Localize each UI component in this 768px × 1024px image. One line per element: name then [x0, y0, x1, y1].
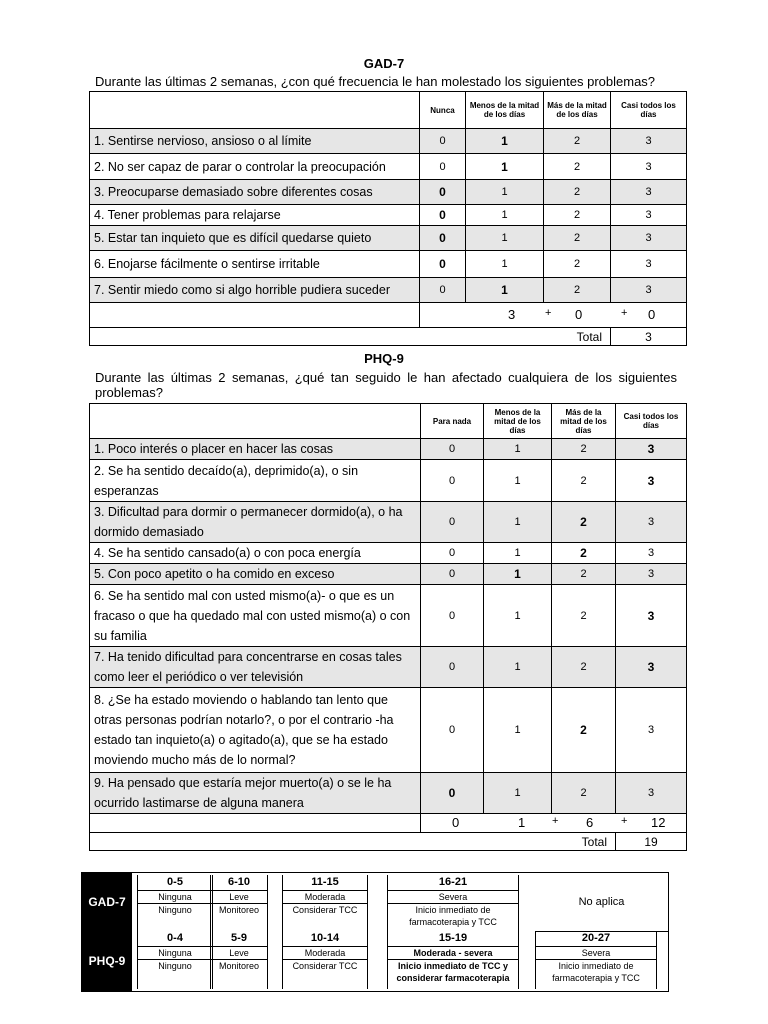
legend-phq9-band [137, 931, 213, 989]
phq9-intro: Durante las últimas 2 semanas, ¿qué tan seguido le han afectado cualquiera de los siguientes problemas? [95, 370, 677, 400]
gad7-score-cell: 2 [544, 226, 611, 251]
legend-gad7-not-applicable: No aplica [535, 873, 668, 932]
phq9-item-text: 5. Con poco apetito o ha comido en exceso [90, 564, 421, 585]
gad7-score-cell: 1 [466, 226, 544, 251]
legend-gad7-severity: Severa [388, 891, 518, 904]
gad7-score-cell: 1 [466, 154, 544, 180]
phq9-item-text: 7. Ha tenido dificultad para concentrarse en cosas tales como leer el periódico o ver televisión [90, 647, 421, 688]
phq9-score-cell: 2 [552, 460, 616, 502]
gad7-total-value: 3 [611, 328, 687, 346]
phq9-header-3: Casi todos los días [616, 404, 687, 439]
gad7-score-cell: 2 [544, 205, 611, 226]
legend-gad7-severity: Ninguna [138, 891, 212, 904]
phq9-table [89, 403, 687, 851]
phq9-score-cell: 2 [552, 502, 616, 543]
legend-phq9-range: 10-14 [283, 931, 367, 947]
gad7-item-text: 2. No ser capaz de parar o controlar la preocupación [90, 154, 420, 180]
gad7-row [90, 180, 687, 205]
phq9-row [90, 647, 687, 688]
gad7-score-cell: 2 [544, 154, 611, 180]
phq9-row [90, 439, 687, 460]
gad7-score-cell: 1 [466, 278, 544, 303]
legend-gad7-band [137, 875, 213, 931]
gad7-sum-c: 0 [648, 307, 656, 322]
legend-phq9-action: Considerar TCC [292, 961, 358, 971]
legend-gad7-severity: Moderada [283, 891, 367, 904]
gad7-score-cell: 3 [611, 180, 687, 205]
severity-legend [81, 872, 669, 992]
gad7-header-2: Más de la mitad de los días [544, 92, 611, 129]
gad7-table [89, 91, 687, 346]
legend-gad7-band [282, 875, 368, 931]
gad7-score-cell: 3 [611, 205, 687, 226]
legend-phq9-severity: Ninguna [138, 947, 212, 960]
gad7-score-cell: 1 [466, 205, 544, 226]
phq9-score-cell: 3 [616, 773, 687, 814]
phq9-score-cell: 3 [616, 439, 687, 460]
gad7-item-text: 3. Preocuparse demasiado sobre diferentes cosas [90, 180, 420, 205]
phq9-header-2: Más de la mitad de los días [552, 404, 616, 439]
gad7-sum-plus1: + [545, 307, 552, 319]
phq9-item-text: 1. Poco interés o placer en hacer las cosas [90, 439, 421, 460]
gad7-score-cell: 0 [420, 251, 466, 278]
phq9-score-cell: 0 [421, 439, 484, 460]
phq9-score-cell: 1 [484, 773, 552, 814]
phq9-row [90, 543, 687, 564]
legend-phq9-action: Ninguno [158, 961, 192, 971]
legend-gad7-action: Considerar TCC [292, 905, 358, 915]
phq9-total-label: Total [90, 833, 616, 851]
gad7-score-cell: 0 [420, 205, 466, 226]
legend-gad7-range: 16-21 [388, 875, 518, 891]
phq9-item-text: 3. Dificultad para dormir o permanecer dormido(a), o ha dormido demasiado [90, 502, 421, 543]
gad7-score-cell: 3 [611, 154, 687, 180]
legend-phq9-severity: Moderada - severa [388, 947, 518, 960]
gad7-score-cell: 0 [420, 129, 466, 154]
phq9-score-cell: 1 [484, 564, 552, 585]
phq9-item-text: 2. Se ha sentido decaído(a), deprimido(a), o sin esperanzas [90, 460, 421, 502]
legend-phq9-band [210, 931, 268, 989]
gad7-score-cell: 3 [611, 278, 687, 303]
legend-gad7-range: 11-15 [283, 875, 367, 891]
phq9-score-cell: 0 [421, 502, 484, 543]
phq9-score-cell: 2 [552, 773, 616, 814]
phq9-score-cell: 3 [616, 564, 687, 585]
phq9-row [90, 688, 687, 773]
phq9-score-cell: 1 [484, 647, 552, 688]
gad7-item-text: 1. Sentirse nervioso, ansioso o al límite [90, 129, 420, 154]
phq9-header-blank [90, 404, 421, 439]
gad7-sum-blank [90, 303, 420, 328]
phq9-row [90, 585, 687, 647]
phq9-total-value: 19 [616, 833, 687, 851]
gad7-score-cell: 2 [544, 129, 611, 154]
gad7-score-cell: 2 [544, 251, 611, 278]
phq9-sum-a: 0 [452, 815, 460, 830]
gad7-item-text: 6. Enojarse fácilmente o sentirse irritable [90, 251, 420, 278]
gad7-row [90, 129, 687, 154]
gad7-row [90, 278, 687, 303]
legend-gad7-action: Ninguno [158, 905, 192, 915]
legend-phq9-range: 15-19 [388, 931, 518, 947]
legend-gad7-action: Inicio inmediato de farmacoterapia y TCC [409, 905, 497, 927]
legend-phq9-action: Inicio inmediato de farmacoterapia y TCC [552, 961, 640, 983]
legend-gad7-range: 6-10 [211, 875, 267, 891]
phq9-score-cell: 0 [421, 773, 484, 814]
phq9-score-cell: 0 [421, 460, 484, 502]
legend-phq9-label: PHQ-9 [82, 931, 132, 991]
phq9-item-text: 8. ¿Se ha estado moviendo o hablando tan lento que otras personas podrían notarlo?, o por el contrario -ha estado tan inquieto(a) o agitado(a), que se ha estado moviendo mucho más de lo normal? [90, 688, 421, 773]
gad7-score-cell: 3 [611, 226, 687, 251]
legend-gad7-band [387, 875, 519, 931]
legend-phq9-severity: Leve [211, 947, 267, 960]
gad7-score-cell: 1 [466, 129, 544, 154]
gad7-sum-cell [420, 303, 687, 328]
gad7-score-cell: 2 [544, 278, 611, 303]
phq9-sum-d: 12 [651, 815, 666, 830]
legend-phq9-band [535, 931, 657, 989]
gad7-score-cell: 1 [466, 251, 544, 278]
gad7-header-3: Casi todos los días [611, 92, 687, 129]
phq9-score-cell: 0 [421, 564, 484, 585]
gad7-sum-plus2: + [621, 307, 628, 319]
phq9-header-0: Para nada [421, 404, 484, 439]
legend-phq9-band [387, 931, 519, 989]
phq9-score-cell: 1 [484, 460, 552, 502]
phq9-item-text: 4. Se ha sentido cansado(a) o con poca energía [90, 543, 421, 564]
gad7-item-text: 5. Estar tan inquieto que es difícil quedarse quieto [90, 226, 420, 251]
legend-phq9-range: 0-4 [138, 931, 212, 947]
phq9-score-cell: 0 [421, 647, 484, 688]
phq9-score-cell: 3 [616, 688, 687, 773]
gad7-row [90, 251, 687, 278]
phq9-score-cell: 3 [616, 543, 687, 564]
phq9-row [90, 564, 687, 585]
gad7-score-cell: 2 [544, 180, 611, 205]
phq9-score-cell: 3 [616, 647, 687, 688]
legend-phq9-band [282, 931, 368, 989]
phq9-row [90, 502, 687, 543]
phq9-sum-row [90, 814, 687, 833]
legend-phq9-severity: Moderada [283, 947, 367, 960]
phq9-item-text: 6. Se ha sentido mal con usted mismo(a)- o que es un fracaso o que ha quedado mal con usted mismo(a) o con su familia [90, 585, 421, 647]
phq9-score-cell: 1 [484, 543, 552, 564]
phq9-total-row [90, 833, 687, 851]
phq9-sum-c: 6 [586, 815, 594, 830]
phq9-item-text: 9. Ha pensado que estaría mejor muerto(a) o se le ha ocurrido lastimarse de alguna manera [90, 773, 421, 814]
legend-phq9-severity: Severa [536, 947, 656, 960]
phq9-score-cell: 3 [616, 502, 687, 543]
legend-phq9-action: Monitoreo [218, 961, 260, 971]
phq9-score-cell: 1 [484, 439, 552, 460]
phq9-header-1: Menos de la mitad de los días [484, 404, 552, 439]
phq9-row [90, 773, 687, 814]
phq9-score-cell: 0 [421, 688, 484, 773]
gad7-title: GAD-7 [363, 56, 405, 71]
phq9-score-cell: 2 [552, 688, 616, 773]
legend-phq9-range: 20-27 [536, 931, 656, 947]
gad7-item-text: 4. Tener problemas para relajarse [90, 205, 420, 226]
phq9-title: PHQ-9 [364, 351, 404, 366]
phq9-score-cell: 2 [552, 585, 616, 647]
phq9-score-cell: 0 [421, 543, 484, 564]
legend-gad7-severity: Leve [211, 891, 267, 904]
gad7-total-label: Total [90, 328, 611, 346]
gad7-sum-a: 3 [508, 307, 516, 322]
phq9-sum-blank [90, 814, 421, 833]
gad7-intro: Durante las últimas 2 semanas, ¿con qué frecuencia le han molestado los siguientes problemas? [95, 74, 656, 89]
phq9-score-cell: 3 [616, 585, 687, 647]
phq9-score-cell: 3 [616, 460, 687, 502]
gad7-score-cell: 3 [611, 251, 687, 278]
legend-phq9-range: 5-9 [211, 931, 267, 947]
gad7-row [90, 205, 687, 226]
phq9-score-cell: 2 [552, 564, 616, 585]
phq9-score-cell: 2 [552, 439, 616, 460]
phq9-score-cell: 1 [484, 688, 552, 773]
gad7-score-cell: 0 [420, 180, 466, 205]
legend-gad7-band [210, 875, 268, 931]
gad7-score-cell: 0 [420, 226, 466, 251]
phq9-sum-b: 1 [518, 815, 526, 830]
phq9-score-cell: 1 [484, 502, 552, 543]
phq9-score-cell: 1 [484, 585, 552, 647]
phq9-score-cell: 2 [552, 543, 616, 564]
gad7-header-0: Nunca [420, 92, 466, 129]
legend-gad7-range: 0-5 [138, 875, 212, 891]
legend-gad7-label: GAD-7 [82, 873, 132, 931]
phq9-row [90, 460, 687, 502]
gad7-header-1: Menos de la mitad de los días [466, 92, 544, 129]
phq9-sum-plus1: + [552, 815, 559, 827]
phq9-score-cell: 0 [421, 585, 484, 647]
gad7-score-cell: 0 [420, 154, 466, 180]
gad7-header-blank [90, 92, 420, 129]
gad7-score-cell: 1 [466, 180, 544, 205]
phq9-sum-cell [421, 814, 687, 833]
phq9-sum-plus2: + [621, 815, 628, 827]
gad7-sum-b: 0 [575, 307, 583, 322]
phq9-score-cell: 2 [552, 647, 616, 688]
legend-gad7-action: Monitoreo [218, 905, 260, 915]
gad7-score-cell: 3 [611, 129, 687, 154]
gad7-row [90, 226, 687, 251]
gad7-total-row [90, 328, 687, 346]
gad7-item-text: 7. Sentir miedo como si algo horrible pudiera suceder [90, 278, 420, 303]
gad7-score-cell: 0 [420, 278, 466, 303]
legend-phq9-action: Inicio inmediato de TCC y considerar farmacoterapia [396, 961, 510, 983]
gad7-row [90, 154, 687, 180]
gad7-sum-row [90, 303, 687, 328]
